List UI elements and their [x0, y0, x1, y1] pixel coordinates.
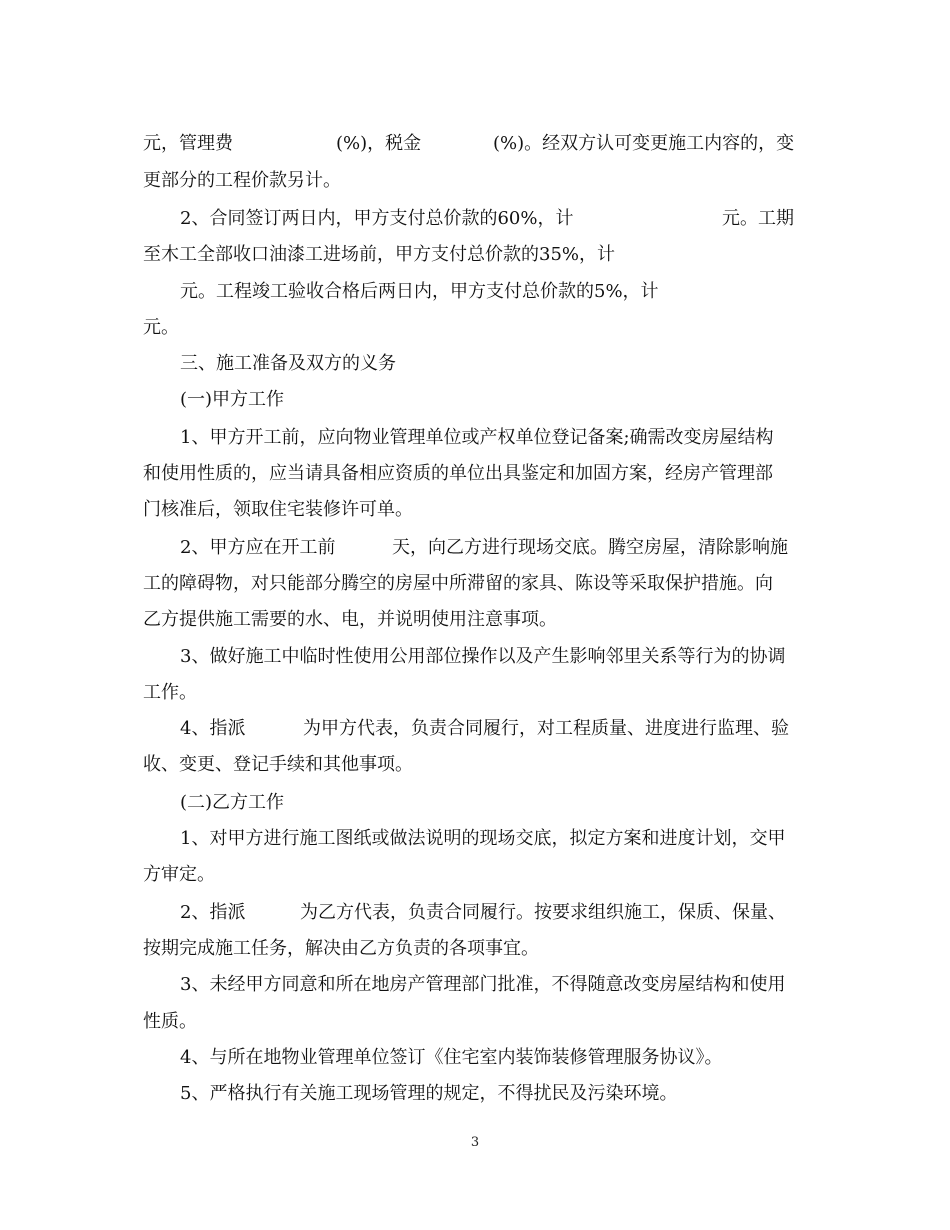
text-segment: (%)，税金: [336, 133, 422, 154]
text-segment: 元。: [143, 317, 179, 338]
text-segment: 1、甲方开工前，应向物业管理单位或产权单位登记备案;确需改变房屋结构: [180, 427, 774, 448]
text-segment: (二)乙方工作: [180, 792, 285, 813]
text-segment: 1、对甲方进行施工图纸或做法说明的现场交底，拟定方案和进度计划，交甲: [180, 828, 786, 849]
text-segment: 2、合同签订两日内，甲方支付总价款的60%，计: [180, 208, 574, 229]
text-segment: 方审定。: [143, 864, 215, 885]
text-segment: 2、甲方应在开工前: [180, 537, 336, 558]
text-segment: 乙方提供施工需要的水、电，并说明使用注意事项。: [143, 609, 557, 630]
text-segment: 性质。: [143, 1011, 197, 1032]
text-segment: 元。工程竣工验收合格后两日内，甲方支付总价款的5%，计: [180, 281, 659, 302]
text-segment: 为乙方代表，负责合同履行。按要求组织施工，保质、保量、: [300, 902, 786, 923]
text-segment: 5、严格执行有关施工现场管理的规定，不得扰民及污染环境。: [180, 1083, 678, 1104]
text-segment: 更部分的工程价款另计。: [143, 170, 341, 191]
text-segment: 三、施工准备及双方的义务: [180, 353, 396, 374]
text-segment: (一)甲方工作: [180, 389, 285, 410]
text-segment: 至木工全部收口油漆工进场前，甲方支付总价款的35%，计: [143, 244, 616, 265]
text-segment: 收、变更、登记手续和其他事项。: [143, 754, 413, 775]
text-segment: 2、指派: [180, 902, 246, 923]
text-segment: 工的障碍物，对只能部分腾空的房屋中所滞留的家具、陈设等采取保护措施。向: [143, 573, 773, 594]
text-segment: 3、做好施工中临时性使用公用部位操作以及产生影响邻里关系等行为的协调: [180, 646, 786, 667]
page-number: 3: [470, 1135, 480, 1150]
text-segment: 门核准后，领取住宅装修许可单。: [143, 499, 413, 520]
text-segment: 元。工期: [722, 208, 794, 229]
text-segment: 天，向乙方进行现场交底。腾空房屋，清除影响施: [392, 537, 788, 558]
text-segment: 元，管理费: [143, 133, 233, 154]
text-segment: 按期完成施工任务，解决由乙方负责的各项事宜。: [143, 938, 539, 959]
text-segment: 3、未经甲方同意和所在地房产管理部门批准，不得随意改变房屋结构和使用: [180, 974, 786, 995]
text-segment: 为甲方代表，负责合同履行，对工程质量、进度进行监理、验: [303, 718, 789, 739]
text-segment: 4、与所在地物业管理单位签订《住宅室内装饰装修管理服务协议》。: [180, 1047, 723, 1068]
text-segment: 工作。: [143, 682, 197, 703]
text-segment: 4、指派: [180, 718, 246, 739]
text-segment: (%)。经双方认可变更施工内容的，变: [493, 133, 795, 154]
text-segment: 和使用性质的，应当请具备相应资质的单位出具鉴定和加固方案，经房产管理部: [143, 463, 773, 484]
